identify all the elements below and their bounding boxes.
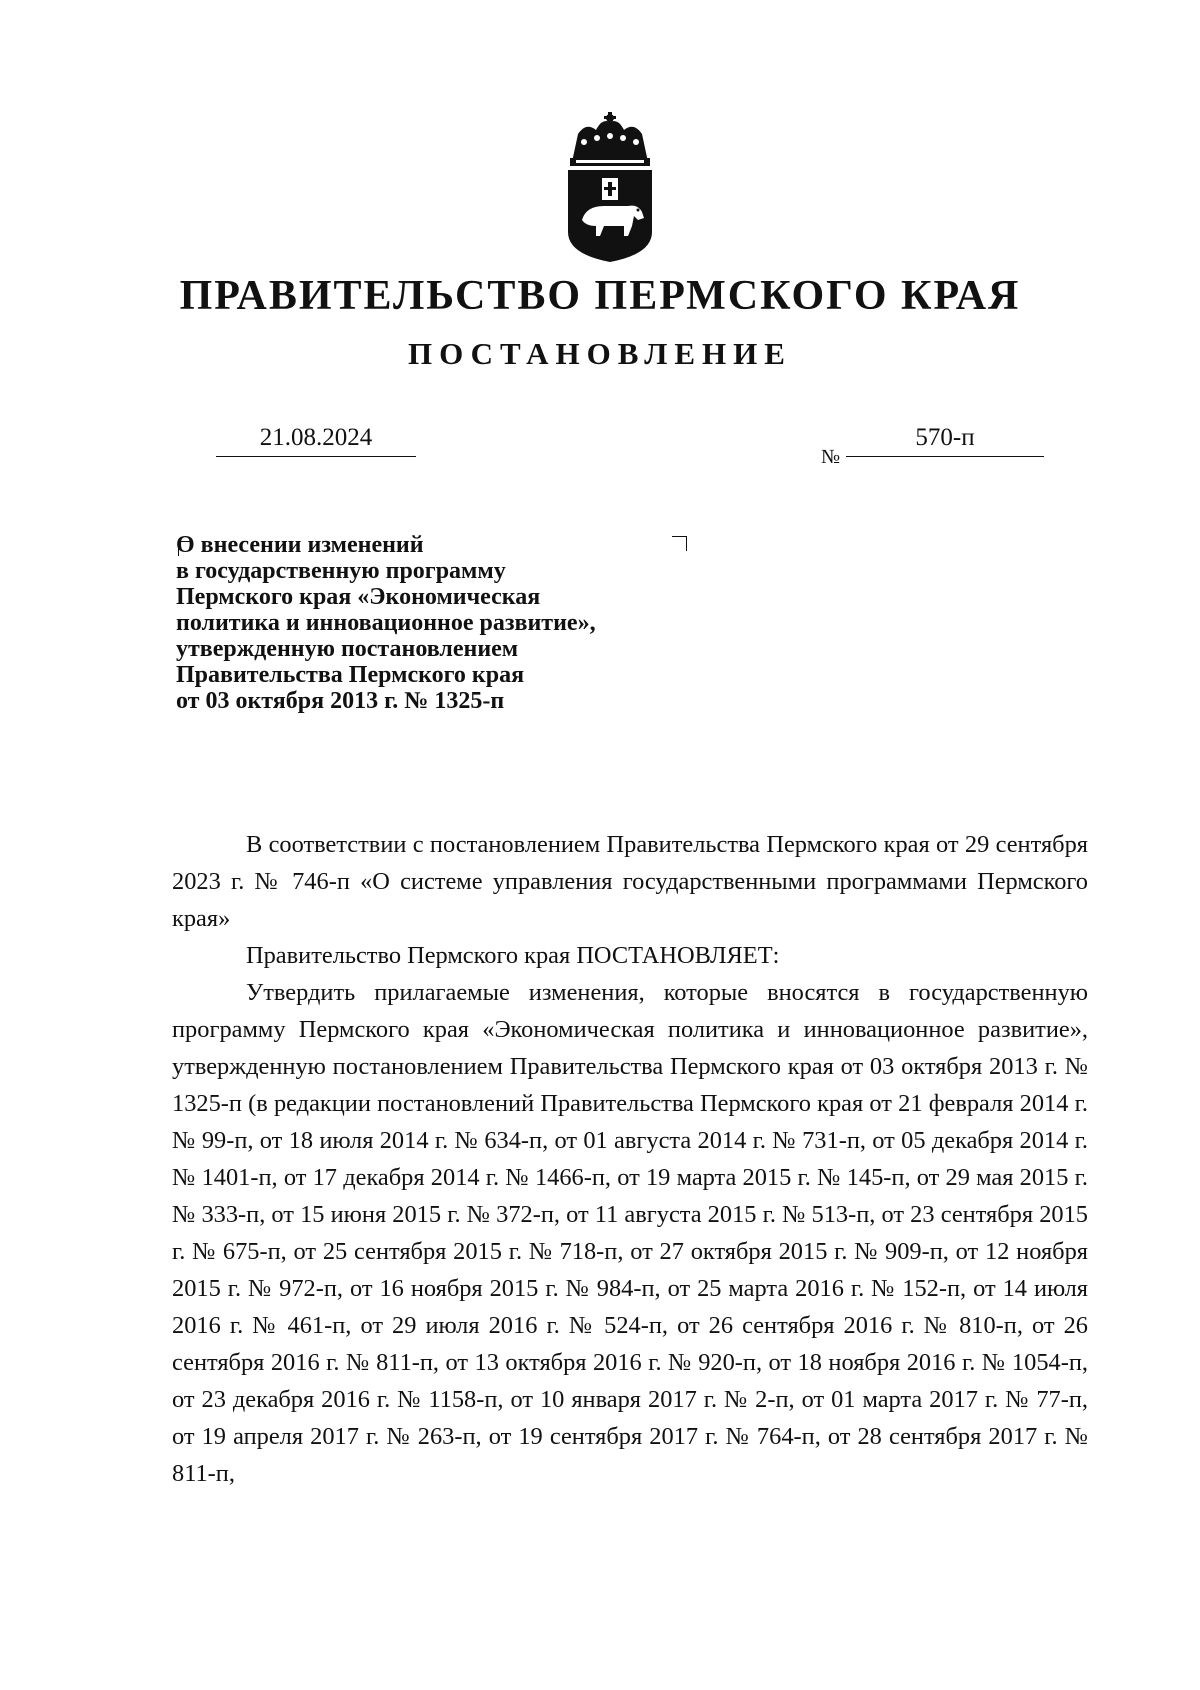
subject-line: в государственную программу [176, 558, 506, 584]
subject-line: утвержденную постановлением [176, 636, 519, 662]
subject-line: Правительства Пермского края [176, 662, 525, 688]
document-subject [176, 532, 736, 714]
government-title: ПРАВИТЕЛЬСТВО ПЕРМСКОГО КРАЯ [179, 273, 1021, 319]
body-paragraph-preamble: В соответствии с постановлением Правительства Пермского края от 29 сентября 2023 г. № 746-п «О системе управления государственными программами Пермского края» [172, 831, 1088, 932]
subject-line: Пермского края «Экономическая [176, 584, 541, 610]
subject-line: политика и инновационное развитие», [176, 610, 596, 636]
subject-line: от 03 октября 2013 г. № 1325-п [176, 688, 505, 714]
document-type: ПОСТАНОВЛЕНИЕ [408, 336, 792, 371]
subject-line: О внесении изменений [176, 532, 424, 558]
document-date: 21.08.2024 [216, 424, 416, 457]
body-paragraph-approval: Утвердить прилагаемые изменения, которые вносятся в государственную программу Пермского края «Экономическая политика и инновационное развитие», утвержденную постановлением Правительства Пермского края от 03 октября 2013 г. № 1325-п (в редакции постановлений Правительства Пермского края от 21 февраля 2014 г. № 99-п, от 18 июля 2014 г. № 634-п, от 01 августа 2014 г. № 731-п, от 05 декабря 2014 г. № 1401-п, от 17 декабря 2014 г. № 1466-п, от 19 марта 2015 г. № 145-п, от 29 мая 2015 г. № 333-п, от 15 июня 2015 г. № 372-п, от 11 августа 2015 г. № 513-п, от 23 сентября 2015 г. № 675-п, от 25 сентября 2015 г. № 718-п, от 27 октября 2015 г. № 909-п, от 12 ноября 2015 г. № 972-п, от 16 ноября 2015 г. № 984-п, от 25 марта 2016 г. № 152-п, от 14 июля 2016 г. № 461-п, от 29 июля 2016 г. № 524-п, от 26 сентября 2016 г. № 810-п, от 26 сентября 2016 г. № 811-п, от 13 октября 2016 г. № 920-п, от 18 ноября 2016 г. № 1054-п, от 23 декабря 2016 г. № 1158-п, от 10 января 2017 г. № 2-п, от 01 марта 2017 г. № 77-п, от 19 апреля 2017 г. № 263-п, от 19 сентября 2017 г. № 764-п, от 28 сентября 2017 г. № 811-п, [172, 979, 1088, 1487]
body-paragraph-resolution: Правительство Пермского края ПОСТАНОВЛЯЕТ: [246, 942, 780, 969]
document-number: 570-п [846, 424, 1044, 457]
document-body [172, 826, 1088, 1492]
perm-krai-coat-of-arms [564, 112, 656, 262]
number-label: № [821, 446, 841, 468]
